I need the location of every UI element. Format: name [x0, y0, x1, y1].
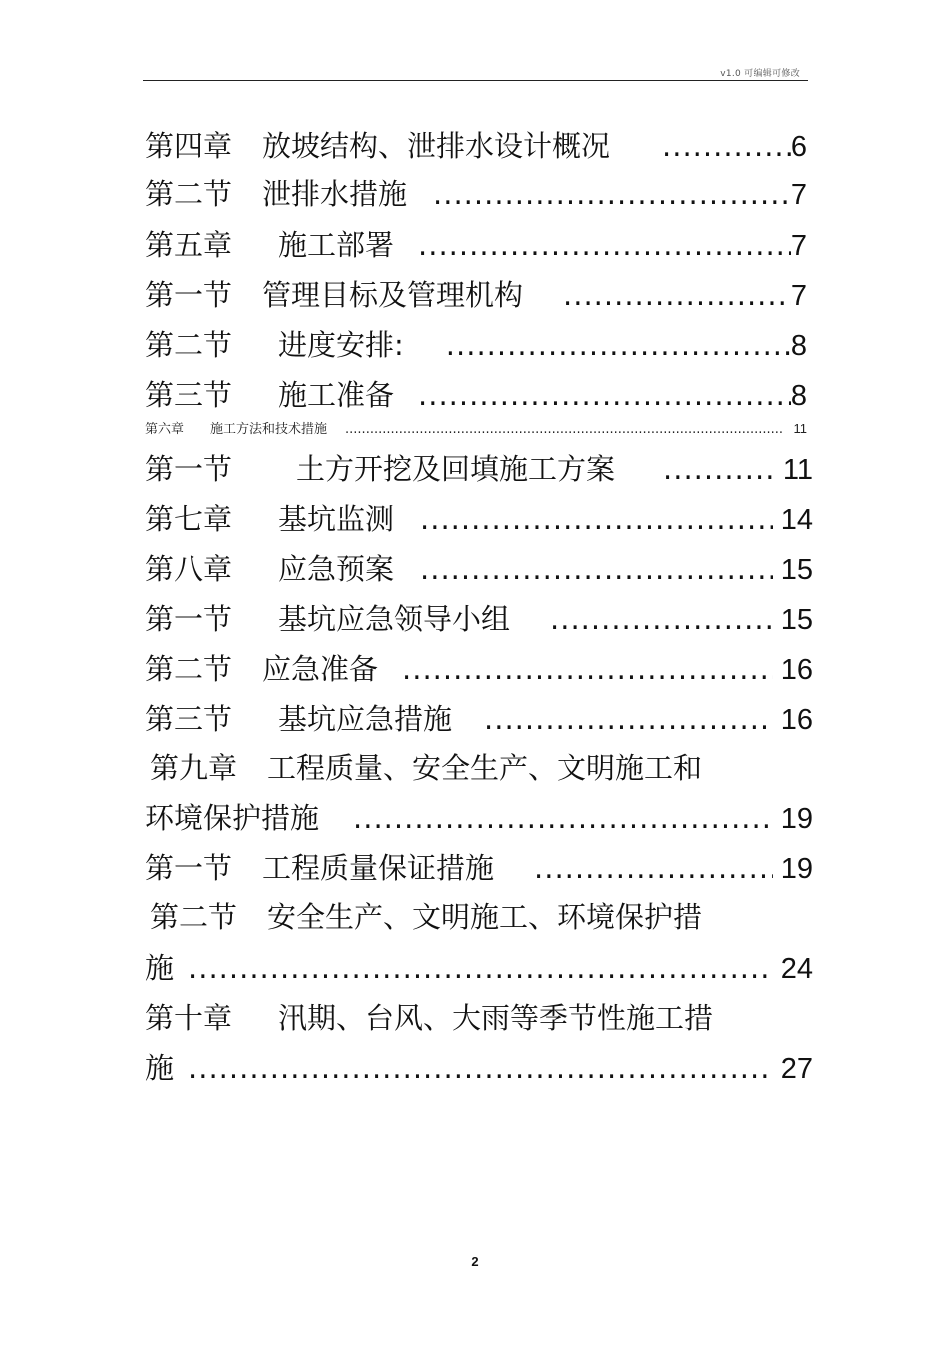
toc-page: 11: [793, 421, 807, 436]
toc-chapter: 第一节: [145, 602, 233, 636]
toc-leader: [418, 377, 791, 413]
toc-leader: [420, 501, 773, 537]
toc-page: 15: [780, 554, 813, 586]
toc-title: 泄排水措施: [262, 177, 408, 211]
toc-page: 27: [780, 1053, 813, 1085]
toc-leader: [188, 1050, 773, 1086]
toc-entry[interactable]: [145, 651, 813, 688]
toc-leader: [484, 701, 773, 737]
toc-chapter: 第二节: [145, 328, 233, 362]
toc-chapter: 第三节: [145, 702, 233, 736]
toc-title-continued: 环境保护措施: [145, 801, 320, 835]
toc-title: 汛期、台风、大雨等季节性施工措: [278, 1001, 714, 1035]
toc-entry[interactable]: [145, 601, 813, 638]
toc-entry[interactable]: [150, 899, 770, 935]
toc-page: 7: [790, 280, 807, 312]
toc-page: 6: [790, 131, 807, 163]
toc-entry[interactable]: [145, 451, 813, 488]
toc-entry[interactable]: [145, 701, 813, 738]
toc-chapter: 第一节: [145, 278, 233, 312]
toc-title: 管理目标及管理机构: [262, 278, 524, 312]
toc-page: 7: [790, 179, 807, 211]
toc-leader: [563, 277, 791, 313]
toc-entry[interactable]: [145, 1000, 785, 1036]
toc-leader: [550, 601, 773, 637]
toc-leader: [402, 651, 773, 687]
toc-entry-small[interactable]: [145, 421, 807, 438]
toc-title-continued: 施: [145, 1051, 175, 1085]
toc-chapter: 第二节: [145, 177, 233, 211]
toc-entry[interactable]: [145, 128, 807, 165]
toc-title: 基坑监测: [278, 502, 395, 536]
toc-leader: [418, 227, 791, 263]
toc-entry[interactable]: [145, 327, 807, 364]
toc-leader: [663, 451, 775, 487]
toc-page: 11: [782, 454, 813, 486]
toc-entry-continued[interactable]: [145, 1050, 813, 1087]
toc-leader: [420, 551, 773, 587]
toc-leader: [188, 950, 773, 986]
toc-title: 基坑应急领导小组: [278, 602, 511, 636]
toc-chapter: 第二节: [150, 900, 238, 934]
toc-chapter: 第七章: [145, 502, 233, 536]
toc-chapter: 第一节: [145, 452, 233, 486]
toc-page: 14: [780, 504, 813, 536]
toc-title: 应急预案: [278, 552, 395, 586]
toc-title: 施工部署: [278, 228, 395, 262]
toc-title: 放坡结构、泄排水设计概况: [262, 129, 611, 163]
toc-leader: [662, 128, 791, 164]
toc-page: 7: [790, 230, 807, 262]
toc-page: 16: [780, 704, 813, 736]
toc-chapter: 第十章: [145, 1001, 233, 1035]
toc-page: 19: [780, 853, 813, 885]
toc-page: 15: [780, 604, 813, 636]
toc-entry-continued[interactable]: [145, 950, 813, 987]
toc-page: 16: [780, 654, 813, 686]
toc-chapter: 第五章: [145, 228, 233, 262]
header-version-text: v1.0 可编辑可修改: [720, 69, 800, 79]
toc-entry[interactable]: [145, 227, 807, 264]
toc-title: 应急准备: [262, 652, 379, 686]
toc-title-continued: 施: [145, 951, 175, 985]
toc-chapter: 第六章: [145, 422, 185, 437]
toc-title: 进度安排:: [278, 328, 404, 362]
toc-leader: [446, 327, 791, 363]
toc-title: 安全生产、文明施工、环境保护措: [267, 900, 703, 934]
toc-entry[interactable]: [145, 551, 813, 588]
toc-chapter: 第三节: [145, 378, 233, 412]
toc-entry[interactable]: [145, 850, 813, 887]
toc-leader: [433, 176, 791, 212]
toc-chapter: 第四章: [145, 129, 233, 163]
toc-page: 8: [790, 380, 807, 412]
toc-entry[interactable]: [145, 377, 807, 414]
toc-chapter: 第八章: [145, 552, 233, 586]
toc-chapter: 第一节: [145, 851, 233, 885]
toc-title: 施工准备: [278, 378, 395, 412]
toc-title: 施工方法和技术措施: [210, 422, 328, 437]
toc-leader: [345, 422, 783, 438]
toc-title: 工程质量保证措施: [262, 851, 495, 885]
toc-title: 工程质量、安全生产、文明施工和: [267, 751, 703, 785]
toc-entry[interactable]: [145, 176, 807, 213]
toc-page: 24: [780, 953, 813, 985]
toc-entry[interactable]: [145, 501, 813, 538]
toc-entry[interactable]: [145, 277, 807, 314]
toc-chapter: 第二节: [145, 652, 233, 686]
toc-title: 基坑应急措施: [278, 702, 453, 736]
toc-leader: [534, 850, 773, 886]
toc-page: 8: [790, 330, 807, 362]
toc-title: 土方开挖及回填施工方案: [296, 452, 616, 486]
toc-entry-continued[interactable]: [145, 800, 813, 837]
page-number: 2: [471, 1254, 479, 1269]
toc-leader: [353, 800, 773, 836]
toc-chapter: 第九章: [150, 751, 238, 785]
toc-entry[interactable]: [150, 750, 770, 786]
toc-page: 19: [780, 803, 813, 835]
